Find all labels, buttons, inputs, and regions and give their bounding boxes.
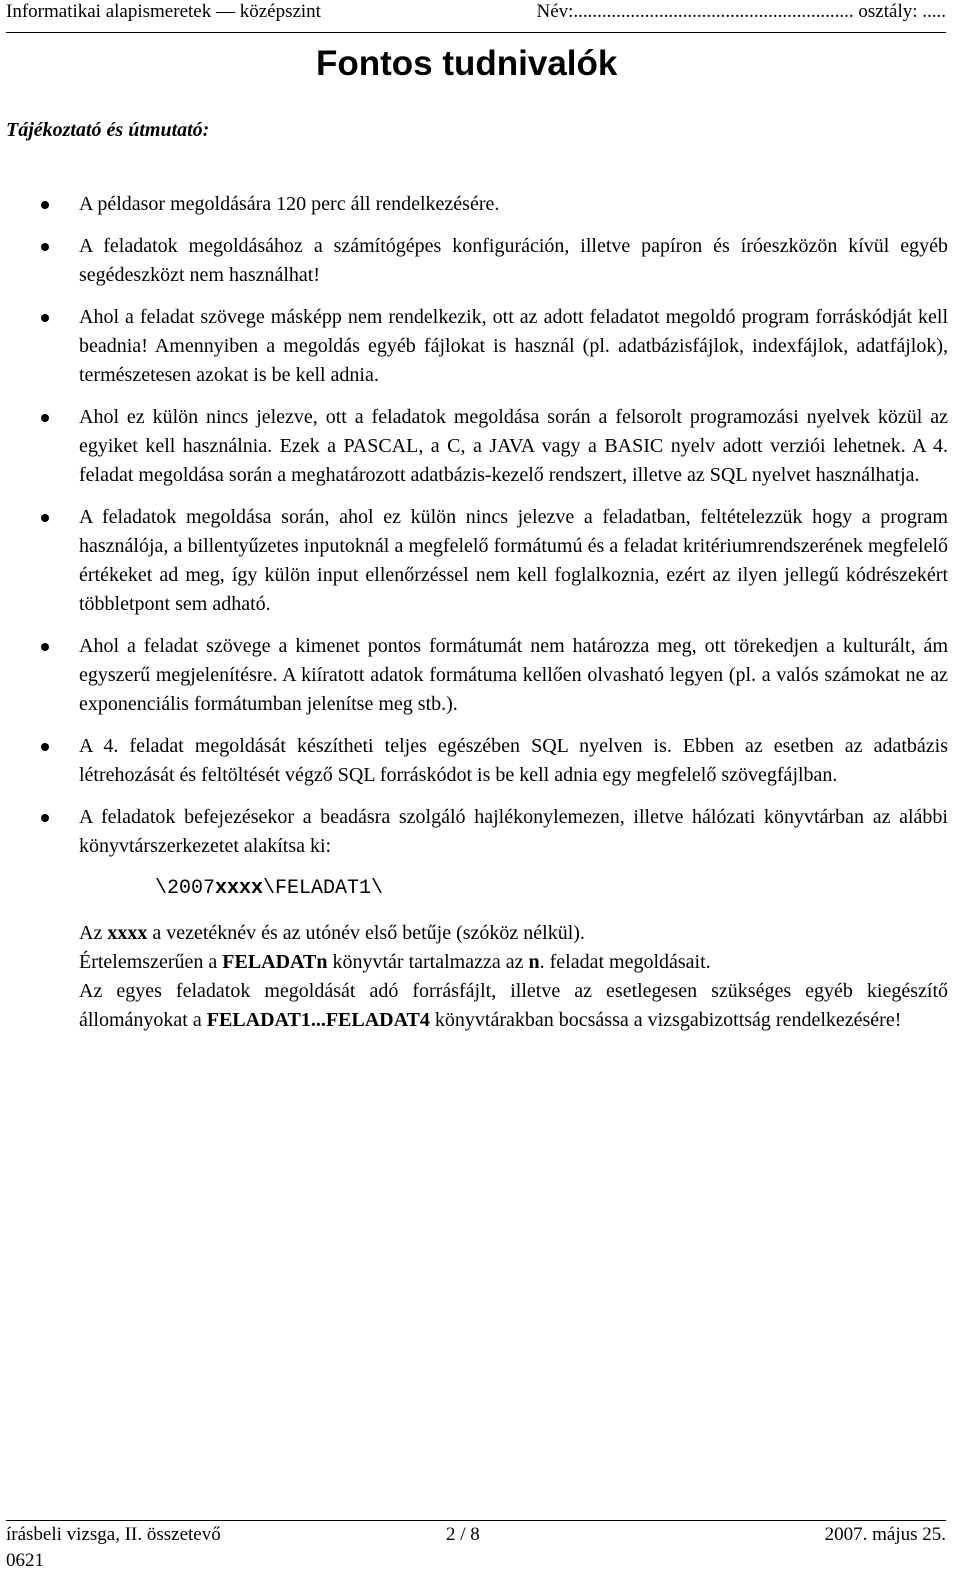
- footer-exam-label: írásbeli vizsga, II. összetevő: [6, 1524, 221, 1545]
- path-suffix: \FELADAT1\: [263, 877, 384, 900]
- note-text: Az egyes feladatok megoldását adó forrásfájlt, illetve az esetlegesen szükséges egyéb kiegészítő állományokat a: [79, 980, 948, 1031]
- note-line: [79, 919, 948, 948]
- list-item: A 4. feladat megoldását készítheti teljes egészében SQL nyelven is. Ebben az esetben az adatbázis létrehozását és feltöltését végző SQL forráskódot is be kell adnia egy megfelelő szövegfájlban.: [79, 732, 948, 790]
- note-text: a vezetéknév és az utónév első betűje (szóköz nélkül).: [147, 922, 585, 944]
- directory-path: [155, 874, 948, 903]
- instructions-list: [79, 190, 948, 1035]
- list-item: Ahol a feladat szövege másképp nem rendelkezik, ott az adott feladatot megoldó program forráskódját kell beadnia! Amennyiben a megoldás egyéb fájlokat is használ (pl. adatbázisfájlok, indexfájlok, adatfájlok), természetesen azokat is be kell adnia.: [79, 303, 948, 390]
- note-bold: FELADAT1...FELADAT4: [206, 1009, 430, 1031]
- header-subject: Informatikai alapismeretek — középszint: [6, 1, 321, 22]
- note-bold: n: [528, 951, 540, 973]
- note-bold: FELADATn: [222, 951, 328, 973]
- header-name-class-field: Név:........................................................... osztály: .....: [536, 1, 946, 22]
- page-header: [6, 0, 946, 33]
- footer-date: 2007. május 25.: [824, 1524, 946, 1545]
- list-item: Ahol a feladat szövege a kimenet pontos formátumát nem határozza meg, ott törekedjen a kulturált, ám egyszerű megjelenítésre. A kiíratott adatok formátuma kellően olvasható legyen (pl. a valós számokat ne az exponenciális formátumban jelenítse meg stb.).: [79, 632, 948, 719]
- section-subtitle: Tájékoztató és útmutató:: [6, 119, 210, 141]
- list-item: A feladatok megoldása során, ahol ez külön nincs jelezve a feladatban, feltételezzük hogy a program használója, a billentyűzetes inputoknál a megfelelő formátumú és a feladat kritériumrendszerének megfelelő értékeket ad meg, így külön input ellenőrzéssel nem kell foglalkoznia, ezért az ilyen jellegű kódrészekért többletpont sem adható.: [79, 503, 948, 619]
- page-title: Fontos tudnivalók: [316, 44, 618, 83]
- page-footer: [6, 1520, 946, 1551]
- list-item: A feladatok befejezésekor a beadásra szolgáló hajlékonylemezen, illetve hálózati könyvtárban az alábbi könyvtárszerkezetet alakítsa ki:: [79, 803, 948, 861]
- note-text: könyvtár tartalmazza az: [327, 951, 529, 973]
- footer-page-number: 2 / 8: [446, 1524, 480, 1545]
- note-bold: xxxx: [107, 922, 148, 944]
- path-prefix: \2007: [155, 877, 216, 900]
- list-item: A feladatok megoldásához a számítógépes konfiguráción, illetve papíron és íróeszközön kívül egyéb segédeszközt nem használhat!: [79, 232, 948, 290]
- note-text: Az: [79, 922, 108, 944]
- path-placeholder: xxxx: [215, 877, 264, 900]
- extra-notes: [79, 919, 948, 1035]
- list-item: Ahol ez külön nincs jelezve, ott a feladatok megoldása során a felsorolt programozási nyelvek közül az egyiket kell használnia. Ezek a PASCAL, a C, a JAVA vagy a BASIC nyelv adott verziói lehetnek. A 4. feladat megoldása során a meghatározott adatbázis-kezelő rendszert, illetve az SQL nyelvet használhatja.: [79, 403, 948, 490]
- footer-code: 0621: [6, 1550, 44, 1571]
- list-item: A példasor megoldására 120 perc áll rendelkezésére.: [79, 190, 948, 219]
- note-text: könyvtárakban bocsássa a vizsgabizottság rendelkezésére!: [429, 1009, 902, 1031]
- note-text: Értelemszerűen a: [79, 951, 223, 973]
- note-text: . feladat megoldásait.: [539, 951, 711, 973]
- note-line: [79, 977, 948, 1035]
- note-line: [79, 948, 948, 977]
